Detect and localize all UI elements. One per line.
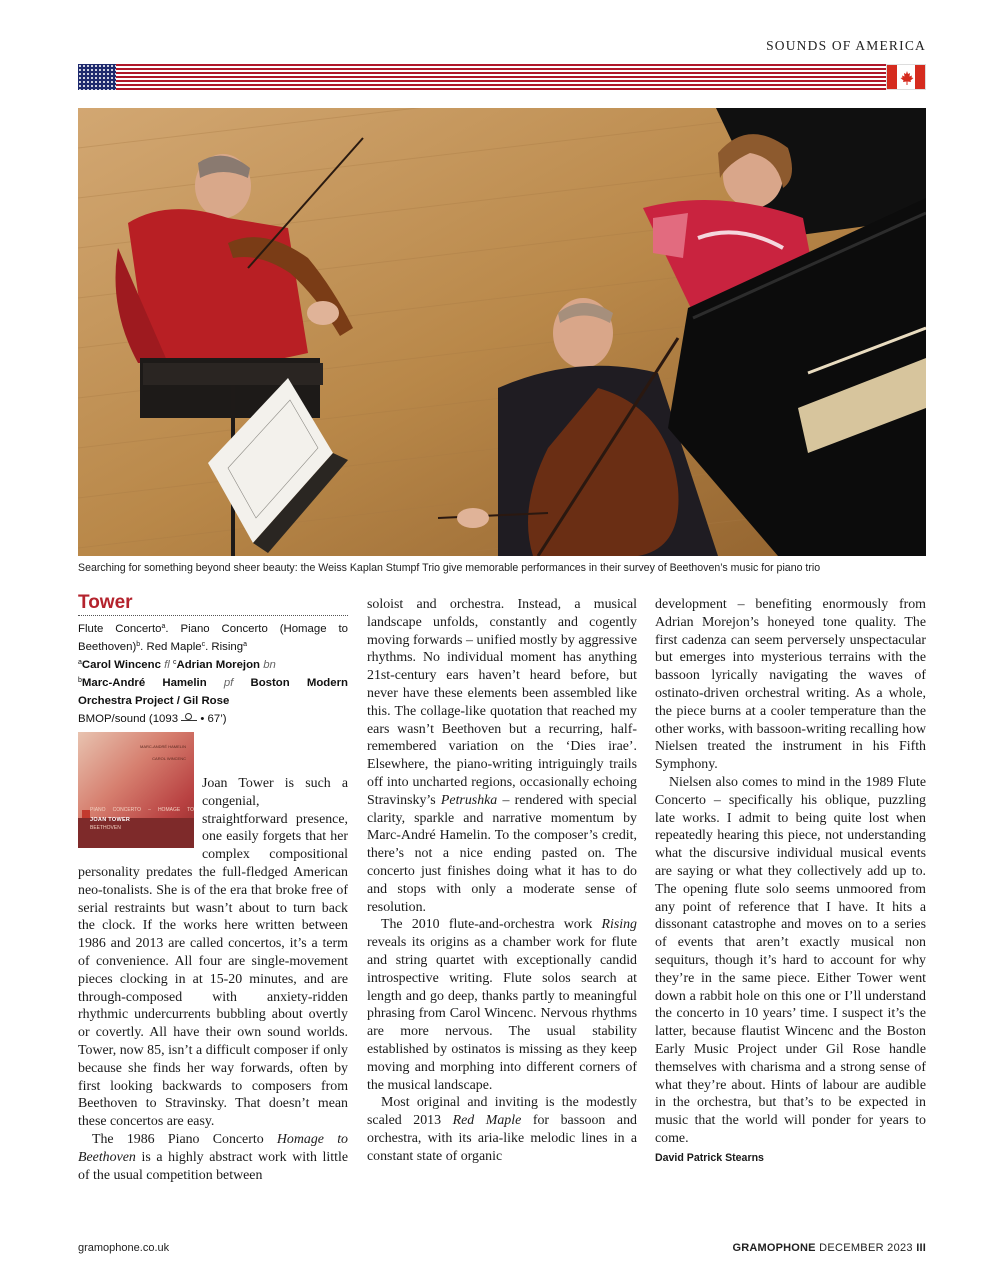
performers-line-2: $^b$Marc-André Hamelin pf Boston Modern Orchestra Project / Gil Rose (78, 677, 348, 707)
magazine-name: GRAMOPHONE (732, 1242, 816, 1254)
catalogue-line: BMOP/sound (1093 • 67’) (78, 713, 227, 725)
website-link[interactable]: gramophone.co.uk (78, 1242, 170, 1254)
cover-composer: JOAN TOWER (90, 817, 131, 824)
cover-ensemble: CAROL WINCENC (152, 756, 186, 761)
column-2 (367, 596, 637, 1166)
body-paragraph: The 1986 Piano Concerto Homage to Beethoven is a highly abstract work with little of the usual competition between (78, 1131, 348, 1183)
sacd-icon (181, 713, 197, 721)
us-flag-icon (78, 64, 116, 90)
column-3 (655, 596, 926, 1168)
photo-caption: Searching for something beyond sheer beauty: the Weiss Kaplan Stumpf Trio give memorable performances in their survey of Beethoven’s music for piano trio (78, 562, 821, 574)
page-footer (732, 1242, 926, 1254)
works-list: Flute Concerto$^a$. Piano Concerto (Homage to Beethoven)$^b$. Red Maple$^c$. Rising$^a$ (78, 623, 348, 653)
body-paragraph: development – benefiting enormously from Adrian Morejon’s honeyed tone quality. The first cadenza can seem perversely unspectacular but emerges into mysterious terrains with the bassoon lyrically navigating the waves of ostinato-driven orchestral writing. As a whole, the piece burns at a cooler temperature than the other works, with bassoon-writing recalling how Nielsen treated the instrument in his Fifth Symphony. (655, 597, 926, 773)
body-paragraph: soloist and orchestra. Instead, a musical landscape unfolds, constantly and cogently moving forwards – unified mostly by aggressive rhythms. No individual moment has anything 21st-century ears haven’t heard before, but never have these elements been assembled like this. The collage-like quotation that reached my ears wasn’t Beethoven but a recurring, half-remembered variation on the ‘Dies irae’. Elsewhere, the piano-writing intriguingly trails off into uncharted regions, occasionally echoing Stravinsky’s Petrushka – rendered with special clarity, sparkle and narrative momentum by Marc-André Hamelin. To the composer’s credit, there’s not a nice ending pasted on. The concerto just finishes doing what it has to do and stops with only a moderate sense of resolution. (367, 597, 637, 915)
cover-title: PIANO CONCERTO – HOMAGE TO BEETHOVEN (90, 807, 194, 832)
album-cover[interactable] (78, 732, 194, 848)
body-paragraph: The 2010 flute-and-orchestra work Rising reveals its origins as a chamber work for flute and string quartet with exceptionally candid introspective writing. Flute solos search at length and go deep, thanks partly to meaningful phrasing from Carol Wincenc. Nervous rhythms are more nervous. The usual stability established by ostinatos is missing as they keep moving and morphing into different corners of the musical landscape. (367, 917, 637, 1093)
maple-leaf-icon (899, 70, 915, 86)
performers-line-1: $^a$Carol Wincenc fl $^c$Adrian Morejon bn (78, 659, 276, 671)
cover-artist: MARC-ANDRÉ HAMELIN (139, 744, 186, 749)
column-1 (78, 592, 348, 1184)
trio-performance-photo (78, 108, 926, 556)
body-paragraph: Joan Tower is such a congenial, straightforward presence, one easily forgets that her complex compositional personality predates the full-fledged American neo-tonalists. She is of the era that broke free of serial restraints but wasn’t about to turn back the clock. If the works here written between 1986 and 2013 are called concertos, it’s a term of convenience. All four are single-movement pieces clocking in at 15-20 minutes, and are through-composed with anxiety-ridden rhythmic undercurrents bubbling about overtly or covertly. All have their own sound worlds. Tower, now 85, isn’t a difficult composer if only because she finds her way forwards, often by first looking backwards to composers from Beethoven to Stravinsky. That doesn’t mean these concertos are easy. (78, 776, 348, 1130)
review-title: Tower (78, 592, 348, 616)
body-paragraph: Most original and inviting is the modestly scaled 2013 Red Maple for bassoon and orchestra, with its aria-like melodic lines in a constant state of organic (367, 1095, 637, 1164)
concert-stage-illustration (78, 108, 926, 556)
body-paragraph: Nielsen also comes to mind in the 1989 Flute Concerto – specifically his oblique, puzzling late works. I admit to being quite lost when repeatedly hearing this piece, not understanding what the discursive individual musical events are saying or what they collectively add up to. The opening flute solo seems unmoored from any point of reference that I have. It hits a dissonant catastrophe and moves on to a series of events that aren’t exactly musical non sequiturs, though it’s hard to account for why they’re in the same piece. Either Tower went down a rabbit hole on this one or I’ll understand the concerto in 10 years’ time. I suspect it’s the latter, because flautist Wincenc and the Boston Early Music Project under Gil Rose handle themselves with charisma and a strong sense of what they’re about. Hints of labour are audible in the orchestra, but that’s to be expected in music that the world will ponder for years to come. (655, 774, 926, 1146)
flag-banner (78, 64, 926, 90)
section-label: SOUNDS OF AMERICA (766, 38, 926, 53)
review-info (78, 620, 348, 728)
us-flag-stripes (78, 64, 926, 90)
canada-flag-icon (886, 64, 926, 90)
review-byline: David Patrick Stearns (655, 1151, 764, 1164)
issue-date: DECEMBER 2023 (819, 1242, 913, 1254)
page-number: III (916, 1242, 926, 1254)
